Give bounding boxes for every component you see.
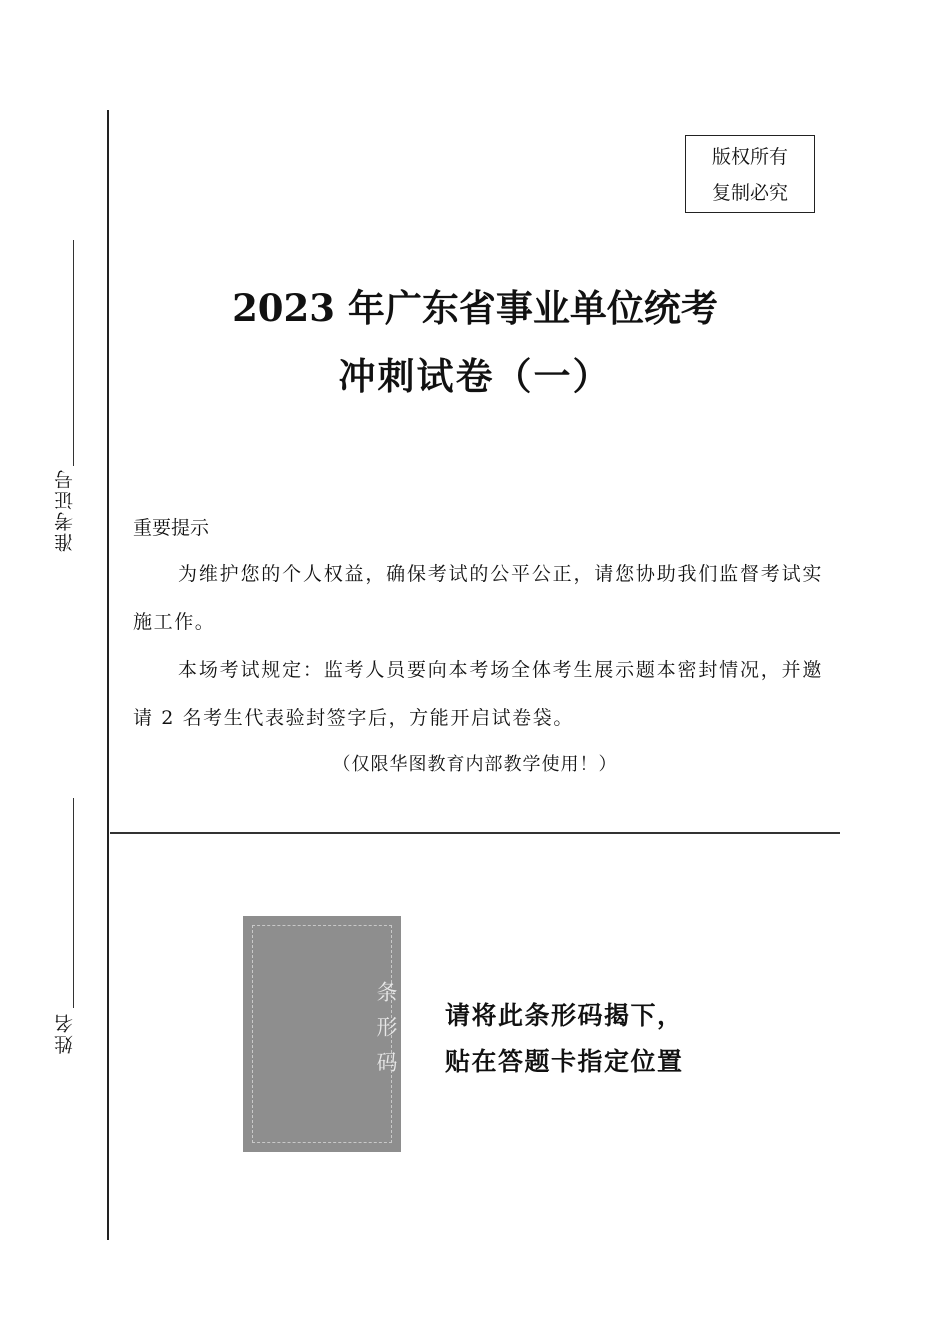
admission-no-label: 准考证号 bbox=[53, 468, 76, 552]
name-field bbox=[44, 1012, 84, 1058]
exam-subtitle: 冲刺试卷（一） bbox=[338, 354, 612, 398]
barcode-instruction bbox=[445, 993, 684, 1085]
admission-no-write-line bbox=[73, 240, 74, 466]
name-write-line bbox=[73, 798, 74, 1008]
copyright-line-2: 复制必究 bbox=[711, 182, 788, 204]
exam-title: 2023 年广东省事业单位统考 bbox=[232, 286, 718, 330]
notice-paragraph-1: 为维护您的个人权益，确保考试的公平公正，请您协助我们监督考试实施工作。 bbox=[133, 563, 823, 633]
copyright-line-1: 版权所有 bbox=[711, 146, 788, 168]
barcode-instruction-line-2: 贴在答题卡指定位置 bbox=[445, 1047, 684, 1076]
notice-paragraph-2: 本场考试规定：监考人员要向本考场全体考生展示题本密封情况，并邀请 2 名考生代表验封签字后，方能开启试卷袋。 bbox=[133, 659, 823, 729]
copyright-box bbox=[685, 135, 815, 213]
barcode-label: 条形码 bbox=[374, 980, 398, 1086]
notice-heading: 重要提示 bbox=[133, 517, 210, 539]
binding-line bbox=[107, 110, 109, 1240]
name-label: 姓名 bbox=[53, 1012, 76, 1054]
internal-use-note: （仅限华图教育内部教学使用！） bbox=[332, 754, 618, 775]
admission-no-field bbox=[44, 468, 84, 556]
section-divider bbox=[110, 832, 840, 834]
barcode-instruction-line-1: 请将此条形码揭下， bbox=[445, 1001, 684, 1030]
barcode-sticker[interactable] bbox=[243, 916, 401, 1152]
